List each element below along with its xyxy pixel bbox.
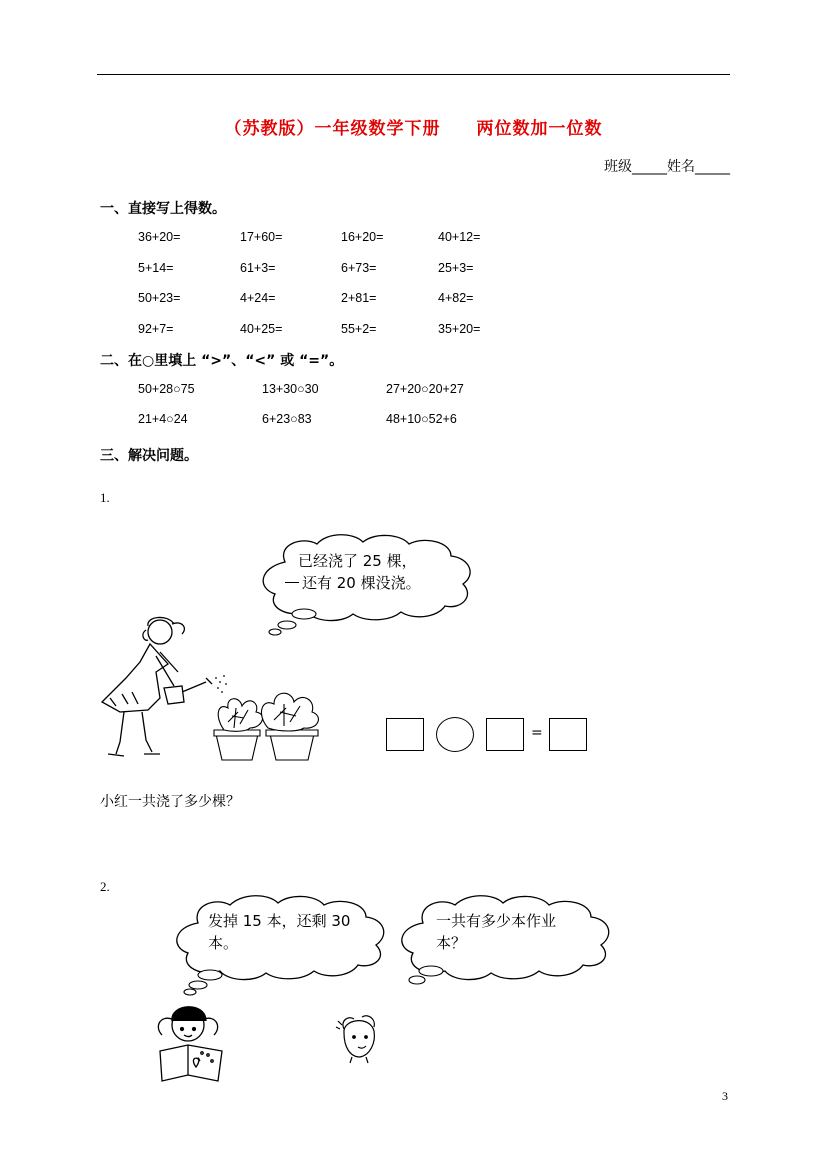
page-title: （苏教版）一年级数学下册 两位数加一位数	[224, 119, 603, 139]
calc-item: 2+81=	[341, 291, 377, 305]
calc-item: 17+60=	[240, 230, 283, 244]
answer-box-3[interactable]	[549, 718, 587, 751]
operator-circle[interactable]	[436, 717, 474, 752]
header-rule	[97, 74, 730, 75]
bubble-1-line1: 已经浇了 25 棵，	[298, 552, 417, 570]
calc-item: 36+20=	[138, 230, 181, 244]
section3-heading: 三、解决问题。	[100, 448, 198, 464]
compare-item: 48+10○52+6	[386, 412, 457, 426]
calc-item: 25+3=	[438, 261, 474, 275]
problem1-number: 1.	[100, 490, 110, 505]
girl-reading-illustration	[150, 995, 230, 1085]
section1-heading: 一、直接写上得数。	[100, 201, 226, 217]
calc-item: 92+7=	[138, 322, 174, 336]
bubble-right-text: 一共有多少本作业本？	[436, 912, 557, 952]
section2-heading: 二、在○里填上 “>”、“<” 或 “=”。	[100, 353, 344, 369]
problem1-question: 小红一共浇了多少棵？	[100, 794, 240, 810]
calc-item: 4+82=	[438, 291, 474, 305]
calc-item: 40+12=	[438, 230, 481, 244]
equals-sign: =	[531, 725, 543, 741]
girl-watering-plants-illustration	[98, 612, 323, 767]
answer-box-2[interactable]	[486, 718, 524, 751]
compare-item: 50+28○75	[138, 382, 195, 396]
calc-item: 40+25=	[240, 322, 283, 336]
girl-head-illustration	[336, 1013, 381, 1063]
answer-box-1[interactable]	[386, 718, 424, 751]
compare-item: 6+23○83	[262, 412, 312, 426]
calc-item: 5+14=	[138, 261, 174, 275]
compare-item: 27+20○20+27	[386, 382, 464, 396]
compare-item: 13+30○30	[262, 382, 319, 396]
bubble-left-text: 发掉 15 本，还剩 30 本。	[208, 912, 351, 952]
calc-item: 61+3=	[240, 261, 276, 275]
calc-item: 6+73=	[341, 261, 377, 275]
calc-item: 35+20=	[438, 322, 481, 336]
calc-item: 55+2=	[341, 322, 377, 336]
calc-item: 16+20=	[341, 230, 384, 244]
calc-item: 50+23=	[138, 291, 181, 305]
compare-item: 21+4○24	[138, 412, 188, 426]
bubble-1-dash	[285, 582, 299, 583]
class-name-line: 班级_____姓名_____	[604, 159, 730, 175]
problem2-number: 2.	[100, 879, 110, 894]
bubble-1-line2: 还有 20 棵没浇。	[302, 574, 421, 592]
calc-item: 4+24=	[240, 291, 276, 305]
page-number: 3	[722, 1089, 728, 1103]
